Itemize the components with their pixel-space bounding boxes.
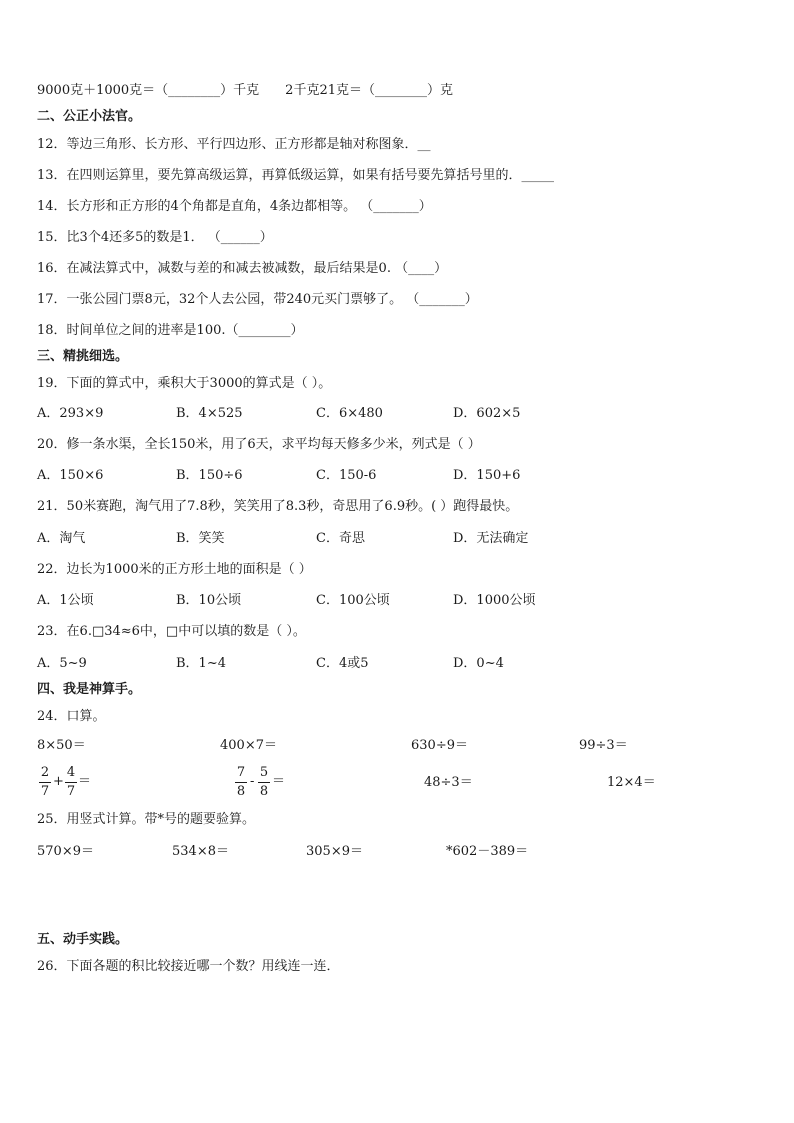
option-c: C．4或5 <box>316 656 369 671</box>
fraction <box>235 765 247 800</box>
question-24: 24．口算。 <box>37 709 106 724</box>
question-23: 23．在6.□34≈6中，□中可以填的数是（ ）。 <box>37 624 306 639</box>
option-c: C．奇思 <box>316 531 365 546</box>
calc-item: 630÷9＝ <box>411 738 468 753</box>
question-26: 26．下面各题的积比较接近哪一个数？用线连一连． <box>37 959 340 974</box>
equals-sign: ＝ <box>78 774 92 789</box>
calc-item: 305×9＝ <box>306 844 363 859</box>
section-4-heading: 四、我是神算手。 <box>37 682 142 697</box>
question-19: 19．下面的算式中，乘积大于3000的算式是（ ）。 <box>37 376 332 391</box>
option-a: A．淘气 <box>37 531 86 546</box>
question-12: 12．等边三角形、长方形、平行四边形、正方形都是轴对称图象．__ <box>37 137 431 152</box>
fraction <box>39 765 51 800</box>
equals-sign: ＝ <box>272 774 286 789</box>
option-c: C．6×480 <box>316 406 383 421</box>
option-d: D．1000公顷 <box>453 593 536 608</box>
calc-item: 400×7＝ <box>220 738 277 753</box>
calc-item: 534×8＝ <box>172 844 229 859</box>
question-17: 17．一张公园门票8元，32个人去公园，带240元买门票够了。 （_______） <box>37 292 478 307</box>
numerator: 2 <box>39 765 51 783</box>
option-a: A．5~9 <box>37 656 87 671</box>
denominator: 8 <box>259 784 269 799</box>
option-d: D．0~4 <box>453 656 504 671</box>
calc-item: 12×4＝ <box>607 775 656 790</box>
question-14: 14．长方形和正方形的4个角都是直角，4条边都相等。 （_______） <box>37 199 432 214</box>
section-2-heading: 二、公正小法官。 <box>37 109 142 124</box>
option-d: D．无法确定 <box>453 531 529 546</box>
numerator: 4 <box>65 765 77 783</box>
option-c: C．100公顷 <box>316 593 390 608</box>
operator: + <box>53 774 64 789</box>
question-11-line: 9000克＋1000克＝（________）千克 2千克21克＝（________）克 <box>37 83 453 98</box>
calc-item: 8×50＝ <box>37 738 86 753</box>
question-16: 16．在减法算式中，减数与差的和减去被减数，最后结果是0. （____） <box>37 261 448 276</box>
calc-item: 48÷3＝ <box>424 775 473 790</box>
option-b: B．1~4 <box>176 656 226 671</box>
question-25: 25．用竖式计算。带*号的题要验算。 <box>37 812 256 827</box>
fraction <box>258 765 270 800</box>
option-b: B．4×525 <box>176 406 243 421</box>
operator: - <box>250 774 255 789</box>
question-18: 18．时间单位之间的进率是100.（________） <box>37 323 304 338</box>
section-3-heading: 三、精挑细选。 <box>37 349 129 364</box>
numerator: 7 <box>235 765 247 783</box>
question-20: 20．修一条水渠，全长150米，用了6天，求平均每天修多少米，列式是（ ） <box>37 437 481 452</box>
fraction <box>65 765 77 800</box>
question-15: 15．比3个4还多5的数是1． （______） <box>37 230 273 245</box>
option-b: B．150÷6 <box>176 468 243 483</box>
question-21: 21．50米赛跑，淘气用了7.8秒，笑笑用了8.3秒，奇思用了6.9秒。( ）跑得最快。 <box>37 499 519 514</box>
numerator: 5 <box>258 765 270 783</box>
option-a: A．293×9 <box>37 406 104 421</box>
option-a: A．150×6 <box>37 468 104 483</box>
question-13: 13．在四则运算里，要先算高级运算，再算低级运算，如果有括号要先算括号里的．_____ <box>37 168 555 183</box>
option-d: D．602×5 <box>453 406 521 421</box>
question-22: 22．边长为1000米的正方形土地的面积是（ ） <box>37 562 312 577</box>
option-a: A．1公顷 <box>37 593 94 608</box>
denominator: 7 <box>66 784 76 799</box>
denominator: 7 <box>40 784 50 799</box>
calc-item: 570×9＝ <box>37 844 94 859</box>
section-5-heading: 五、动手实践。 <box>37 932 129 947</box>
denominator: 8 <box>236 784 246 799</box>
option-d: D．150+6 <box>453 468 521 483</box>
option-b: B．10公顷 <box>176 593 242 608</box>
calc-item: 99÷3＝ <box>579 738 628 753</box>
option-c: C．150-6 <box>316 468 377 483</box>
option-b: B．笑笑 <box>176 531 225 546</box>
calc-item: *602－389＝ <box>446 844 529 859</box>
